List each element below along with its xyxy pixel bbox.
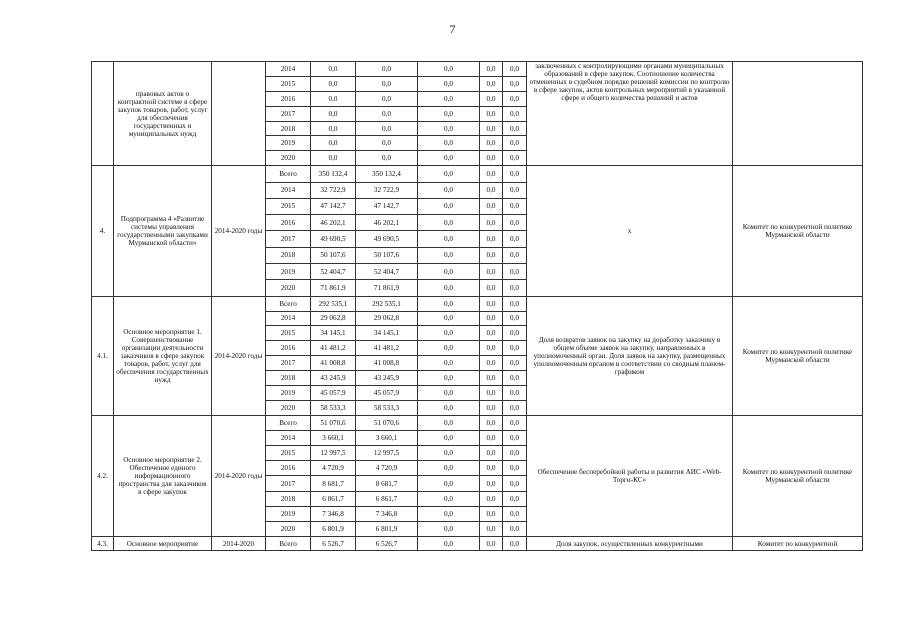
year-cell: 2018 bbox=[266, 121, 311, 136]
other-sources-cell: 0,0 bbox=[503, 151, 527, 166]
regional-budget-cell: 34 145,1 bbox=[356, 326, 418, 341]
local-budget-cell: 0,0 bbox=[480, 106, 503, 121]
period bbox=[212, 62, 266, 166]
regional-budget-cell: 49 690,5 bbox=[356, 231, 418, 247]
indicator: Обеспечение бесперебойной работы и развития АИС «Web-Торги-КС» bbox=[527, 415, 733, 537]
local-budget-cell: 0,0 bbox=[480, 198, 503, 214]
year-cell: 2016 bbox=[266, 91, 311, 106]
table-row bbox=[92, 166, 863, 182]
row-number: 4.1. bbox=[92, 296, 114, 415]
local-budget-cell: 0,0 bbox=[480, 215, 503, 231]
other-sources-cell: 0,0 bbox=[503, 76, 527, 91]
federal-budget-cell: 0,0 bbox=[418, 506, 480, 521]
other-sources-cell: 0,0 bbox=[503, 430, 527, 445]
regional-budget-cell: 7 346,8 bbox=[356, 506, 418, 521]
total-cell: 41 008,8 bbox=[311, 356, 356, 371]
regional-budget-cell: 45 057,9 bbox=[356, 385, 418, 400]
federal-budget-cell: 0,0 bbox=[418, 356, 480, 371]
total-cell: 7 346,8 bbox=[311, 506, 356, 521]
federal-budget-cell: 0,0 bbox=[418, 264, 480, 280]
year-cell: 2016 bbox=[266, 215, 311, 231]
federal-budget-cell: 0,0 bbox=[418, 311, 480, 326]
total-cell: 52 404,7 bbox=[311, 264, 356, 280]
regional-budget-cell: 0,0 bbox=[356, 106, 418, 121]
regional-budget-cell: 29 062,8 bbox=[356, 311, 418, 326]
regional-budget-cell: 50 107,6 bbox=[356, 247, 418, 263]
federal-budget-cell: 0,0 bbox=[418, 198, 480, 214]
executor: Комитет по конкурентной bbox=[733, 537, 863, 551]
row-number: 4. bbox=[92, 166, 114, 296]
regional-budget-cell: 52 404,7 bbox=[356, 264, 418, 280]
federal-budget-cell: 0,0 bbox=[418, 231, 480, 247]
local-budget-cell: 0,0 bbox=[480, 76, 503, 91]
row-number: 4.2. bbox=[92, 415, 114, 537]
federal-budget-cell: 0,0 bbox=[418, 280, 480, 296]
other-sources-cell: 0,0 bbox=[503, 341, 527, 356]
local-budget-cell: 0,0 bbox=[480, 91, 503, 106]
other-sources-cell: 0,0 bbox=[503, 166, 527, 182]
regional-budget-cell: 6 801,9 bbox=[356, 522, 418, 537]
federal-budget-cell: 0,0 bbox=[418, 537, 480, 551]
other-sources-cell: 0,0 bbox=[503, 198, 527, 214]
total-cell: 49 690,5 bbox=[311, 231, 356, 247]
measure-name: Подпрограмма 4 «Развитие системы управления государственными закупками Мурманской области» bbox=[114, 166, 212, 296]
total-cell: 8 681,7 bbox=[311, 476, 356, 491]
local-budget-cell: 0,0 bbox=[480, 430, 503, 445]
regional-budget-cell: 0,0 bbox=[356, 91, 418, 106]
total-cell: 6 861,7 bbox=[311, 491, 356, 506]
local-budget-cell: 0,0 bbox=[480, 121, 503, 136]
total-cell: 0,0 bbox=[311, 151, 356, 166]
other-sources-cell: 0,0 bbox=[503, 91, 527, 106]
year-cell: 2014 bbox=[266, 430, 311, 445]
local-budget-cell: 0,0 bbox=[480, 446, 503, 461]
year-cell: 2020 bbox=[266, 522, 311, 537]
other-sources-cell: 0,0 bbox=[503, 247, 527, 263]
federal-budget-cell: 0,0 bbox=[418, 491, 480, 506]
total-cell: 0,0 bbox=[311, 91, 356, 106]
other-sources-cell: 0,0 bbox=[503, 136, 527, 151]
federal-budget-cell: 0,0 bbox=[418, 446, 480, 461]
total-cell: 4 720,9 bbox=[311, 461, 356, 476]
local-budget-cell: 0,0 bbox=[480, 491, 503, 506]
local-budget-cell: 0,0 bbox=[480, 166, 503, 182]
regional-budget-cell: 47 142,7 bbox=[356, 198, 418, 214]
local-budget-cell: 0,0 bbox=[480, 136, 503, 151]
local-budget-cell: 0,0 bbox=[480, 280, 503, 296]
regional-budget-cell: 8 681,7 bbox=[356, 476, 418, 491]
local-budget-cell: 0,0 bbox=[480, 371, 503, 386]
other-sources-cell: 0,0 bbox=[503, 264, 527, 280]
other-sources-cell: 0,0 bbox=[503, 296, 527, 311]
federal-budget-cell: 0,0 bbox=[418, 151, 480, 166]
federal-budget-cell: 0,0 bbox=[418, 461, 480, 476]
period: 2014-2020 годы bbox=[212, 415, 266, 537]
federal-budget-cell: 0,0 bbox=[418, 341, 480, 356]
total-cell: 41 481,2 bbox=[311, 341, 356, 356]
executor: Комитет по конкурентной политике Мурманской области bbox=[733, 296, 863, 415]
federal-budget-cell: 0,0 bbox=[418, 476, 480, 491]
year-cell: 2014 bbox=[266, 182, 311, 198]
local-budget-cell: 0,0 bbox=[480, 182, 503, 198]
total-cell: 50 107,6 bbox=[311, 247, 356, 263]
year-cell: 2018 bbox=[266, 247, 311, 263]
federal-budget-cell: 0,0 bbox=[418, 215, 480, 231]
regional-budget-cell: 0,0 bbox=[356, 62, 418, 77]
local-budget-cell: 0,0 bbox=[480, 415, 503, 430]
total-cell: 6 801,9 bbox=[311, 522, 356, 537]
other-sources-cell: 0,0 bbox=[503, 371, 527, 386]
indicator: х bbox=[527, 166, 733, 296]
total-cell: 0,0 bbox=[311, 76, 356, 91]
year-cell: 2019 bbox=[266, 136, 311, 151]
row-number: 4.3. bbox=[92, 537, 114, 551]
total-cell: 29 062,8 bbox=[311, 311, 356, 326]
page-number: 7 bbox=[449, 22, 456, 36]
local-budget-cell: 0,0 bbox=[480, 522, 503, 537]
row-number bbox=[92, 62, 114, 166]
regional-budget-cell: 6 861,7 bbox=[356, 491, 418, 506]
federal-budget-cell: 0,0 bbox=[418, 76, 480, 91]
year-cell: 2015 bbox=[266, 198, 311, 214]
year-cell: 2020 bbox=[266, 151, 311, 166]
year-cell: Всего bbox=[266, 296, 311, 311]
year-cell: 2018 bbox=[266, 371, 311, 386]
year-cell: 2017 bbox=[266, 231, 311, 247]
federal-budget-cell: 0,0 bbox=[418, 121, 480, 136]
federal-budget-cell: 0,0 bbox=[418, 385, 480, 400]
federal-budget-cell: 0,0 bbox=[418, 62, 480, 77]
federal-budget-cell: 0,0 bbox=[418, 166, 480, 182]
measure-name: правовых актов о контрактной системе в сфере закупок товаров, работ, услуг для обеспечения государственных и муниципальных нужд bbox=[114, 62, 212, 166]
other-sources-cell: 0,0 bbox=[503, 62, 527, 77]
other-sources-cell: 0,0 bbox=[503, 215, 527, 231]
regional-budget-cell: 4 720,9 bbox=[356, 461, 418, 476]
table-row bbox=[92, 415, 863, 430]
regional-budget-cell: 350 132,4 bbox=[356, 166, 418, 182]
indicator: Доля возвратов заявок на закупку на доработку заказчику в общем объеме заявок на закупку, направленных в уполномоченный орган. Доля заявок на закупку, размещенных уполномоченным органом в соответствии со сводным планом-графиком bbox=[527, 296, 733, 415]
other-sources-cell: 0,0 bbox=[503, 491, 527, 506]
total-cell: 46 202,1 bbox=[311, 215, 356, 231]
year-cell: 2015 bbox=[266, 76, 311, 91]
year-cell: 2017 bbox=[266, 106, 311, 121]
federal-budget-cell: 0,0 bbox=[418, 522, 480, 537]
other-sources-cell: 0,0 bbox=[503, 106, 527, 121]
regional-budget-cell: 71 861,9 bbox=[356, 280, 418, 296]
period: 2014-2020 годы bbox=[212, 166, 266, 296]
federal-budget-cell: 0,0 bbox=[418, 400, 480, 415]
total-cell: 47 142,7 bbox=[311, 198, 356, 214]
regional-budget-cell: 41 008,8 bbox=[356, 356, 418, 371]
table-row bbox=[92, 296, 863, 311]
regional-budget-cell: 12 997,5 bbox=[356, 446, 418, 461]
other-sources-cell: 0,0 bbox=[503, 231, 527, 247]
regional-budget-cell: 58 533,3 bbox=[356, 400, 418, 415]
federal-budget-cell: 0,0 bbox=[418, 106, 480, 121]
year-cell: Всего bbox=[266, 415, 311, 430]
year-cell: 2014 bbox=[266, 62, 311, 77]
indicator: заключенных с контролирующими органами муниципальных образований в сфере закупок. Соотношение количества отмененных в судебном порядке решений комиссии по контролю в сфере закупок, актов контрольных мероприятий в указанной сфере и общего количества решений и актов bbox=[527, 62, 733, 166]
total-cell: 43 245,9 bbox=[311, 371, 356, 386]
year-cell: 2019 bbox=[266, 264, 311, 280]
indicator: Доля закупок, осуществленных конкурентными bbox=[527, 537, 733, 551]
total-cell: 3 660,1 bbox=[311, 430, 356, 445]
other-sources-cell: 0,0 bbox=[503, 415, 527, 430]
year-cell: 2017 bbox=[266, 476, 311, 491]
other-sources-cell: 0,0 bbox=[503, 537, 527, 551]
year-cell: 2015 bbox=[266, 326, 311, 341]
measure-name: Основное мероприятие 2. Обеспечение единого информационного пространства для заказчиков в сфере закупок bbox=[114, 415, 212, 537]
federal-budget-cell: 0,0 bbox=[418, 91, 480, 106]
measure-name: Основное мероприятие bbox=[114, 537, 212, 551]
local-budget-cell: 0,0 bbox=[480, 326, 503, 341]
local-budget-cell: 0,0 bbox=[480, 231, 503, 247]
regional-budget-cell: 0,0 bbox=[356, 76, 418, 91]
local-budget-cell: 0,0 bbox=[480, 506, 503, 521]
year-cell: 2016 bbox=[266, 461, 311, 476]
executor: Комитет по конкурентной политике Мурманской области bbox=[733, 166, 863, 296]
table-row bbox=[92, 62, 863, 77]
measure-name: Основное мероприятие 1. Совершенствование организации деятельности заказчиков в сфере закупок товаров, работ, услуг для обеспечения государственных нужд bbox=[114, 296, 212, 415]
other-sources-cell: 0,0 bbox=[503, 506, 527, 521]
total-cell: 71 861,9 bbox=[311, 280, 356, 296]
year-cell: 2017 bbox=[266, 356, 311, 371]
other-sources-cell: 0,0 bbox=[503, 476, 527, 491]
federal-budget-cell: 0,0 bbox=[418, 371, 480, 386]
federal-budget-cell: 0,0 bbox=[418, 136, 480, 151]
local-budget-cell: 0,0 bbox=[480, 461, 503, 476]
regional-budget-cell: 41 481,2 bbox=[356, 341, 418, 356]
year-cell: 2020 bbox=[266, 280, 311, 296]
local-budget-cell: 0,0 bbox=[480, 400, 503, 415]
year-cell: 2018 bbox=[266, 491, 311, 506]
local-budget-cell: 0,0 bbox=[480, 264, 503, 280]
program-table bbox=[91, 61, 863, 551]
regional-budget-cell: 43 245,9 bbox=[356, 371, 418, 386]
other-sources-cell: 0,0 bbox=[503, 326, 527, 341]
local-budget-cell: 0,0 bbox=[480, 151, 503, 166]
local-budget-cell: 0,0 bbox=[480, 341, 503, 356]
local-budget-cell: 0,0 bbox=[480, 356, 503, 371]
total-cell: 34 145,1 bbox=[311, 326, 356, 341]
other-sources-cell: 0,0 bbox=[503, 121, 527, 136]
year-cell: Всего bbox=[266, 166, 311, 182]
other-sources-cell: 0,0 bbox=[503, 522, 527, 537]
period: 2014-2020 bbox=[212, 537, 266, 551]
regional-budget-cell: 32 722,9 bbox=[356, 182, 418, 198]
regional-budget-cell: 46 202,1 bbox=[356, 215, 418, 231]
federal-budget-cell: 0,0 bbox=[418, 296, 480, 311]
table-row bbox=[92, 537, 863, 551]
regional-budget-cell: 0,0 bbox=[356, 136, 418, 151]
regional-budget-cell: 0,0 bbox=[356, 121, 418, 136]
other-sources-cell: 0,0 bbox=[503, 356, 527, 371]
total-cell: 292 535,1 bbox=[311, 296, 356, 311]
local-budget-cell: 0,0 bbox=[480, 62, 503, 77]
regional-budget-cell: 3 660,1 bbox=[356, 430, 418, 445]
year-cell: 2019 bbox=[266, 385, 311, 400]
federal-budget-cell: 0,0 bbox=[418, 430, 480, 445]
total-cell: 51 070,6 bbox=[311, 415, 356, 430]
total-cell: 12 997,5 bbox=[311, 446, 356, 461]
local-budget-cell: 0,0 bbox=[480, 311, 503, 326]
total-cell: 58 533,3 bbox=[311, 400, 356, 415]
regional-budget-cell: 6 526,7 bbox=[356, 537, 418, 551]
local-budget-cell: 0,0 bbox=[480, 296, 503, 311]
executor bbox=[733, 62, 863, 166]
year-cell: Всего bbox=[266, 537, 311, 551]
local-budget-cell: 0,0 bbox=[480, 385, 503, 400]
federal-budget-cell: 0,0 bbox=[418, 326, 480, 341]
total-cell: 0,0 bbox=[311, 121, 356, 136]
other-sources-cell: 0,0 bbox=[503, 461, 527, 476]
year-cell: 2016 bbox=[266, 341, 311, 356]
other-sources-cell: 0,0 bbox=[503, 311, 527, 326]
federal-budget-cell: 0,0 bbox=[418, 247, 480, 263]
regional-budget-cell: 51 070,6 bbox=[356, 415, 418, 430]
total-cell: 0,0 bbox=[311, 62, 356, 77]
year-cell: 2014 bbox=[266, 311, 311, 326]
other-sources-cell: 0,0 bbox=[503, 446, 527, 461]
other-sources-cell: 0,0 bbox=[503, 385, 527, 400]
federal-budget-cell: 0,0 bbox=[418, 182, 480, 198]
year-cell: 2020 bbox=[266, 400, 311, 415]
regional-budget-cell: 292 535,1 bbox=[356, 296, 418, 311]
other-sources-cell: 0,0 bbox=[503, 280, 527, 296]
total-cell: 45 057,9 bbox=[311, 385, 356, 400]
year-cell: 2019 bbox=[266, 506, 311, 521]
regional-budget-cell: 0,0 bbox=[356, 151, 418, 166]
local-budget-cell: 0,0 bbox=[480, 476, 503, 491]
total-cell: 350 132,4 bbox=[311, 166, 356, 182]
other-sources-cell: 0,0 bbox=[503, 400, 527, 415]
other-sources-cell: 0,0 bbox=[503, 182, 527, 198]
total-cell: 6 526,7 bbox=[311, 537, 356, 551]
local-budget-cell: 0,0 bbox=[480, 247, 503, 263]
year-cell: 2015 bbox=[266, 446, 311, 461]
executor: Комитет по конкурентной политике Мурманской области bbox=[733, 415, 863, 537]
total-cell: 0,0 bbox=[311, 106, 356, 121]
local-budget-cell: 0,0 bbox=[480, 537, 503, 551]
total-cell: 0,0 bbox=[311, 136, 356, 151]
total-cell: 32 722,9 bbox=[311, 182, 356, 198]
federal-budget-cell: 0,0 bbox=[418, 415, 480, 430]
period: 2014-2020 годы bbox=[212, 296, 266, 415]
